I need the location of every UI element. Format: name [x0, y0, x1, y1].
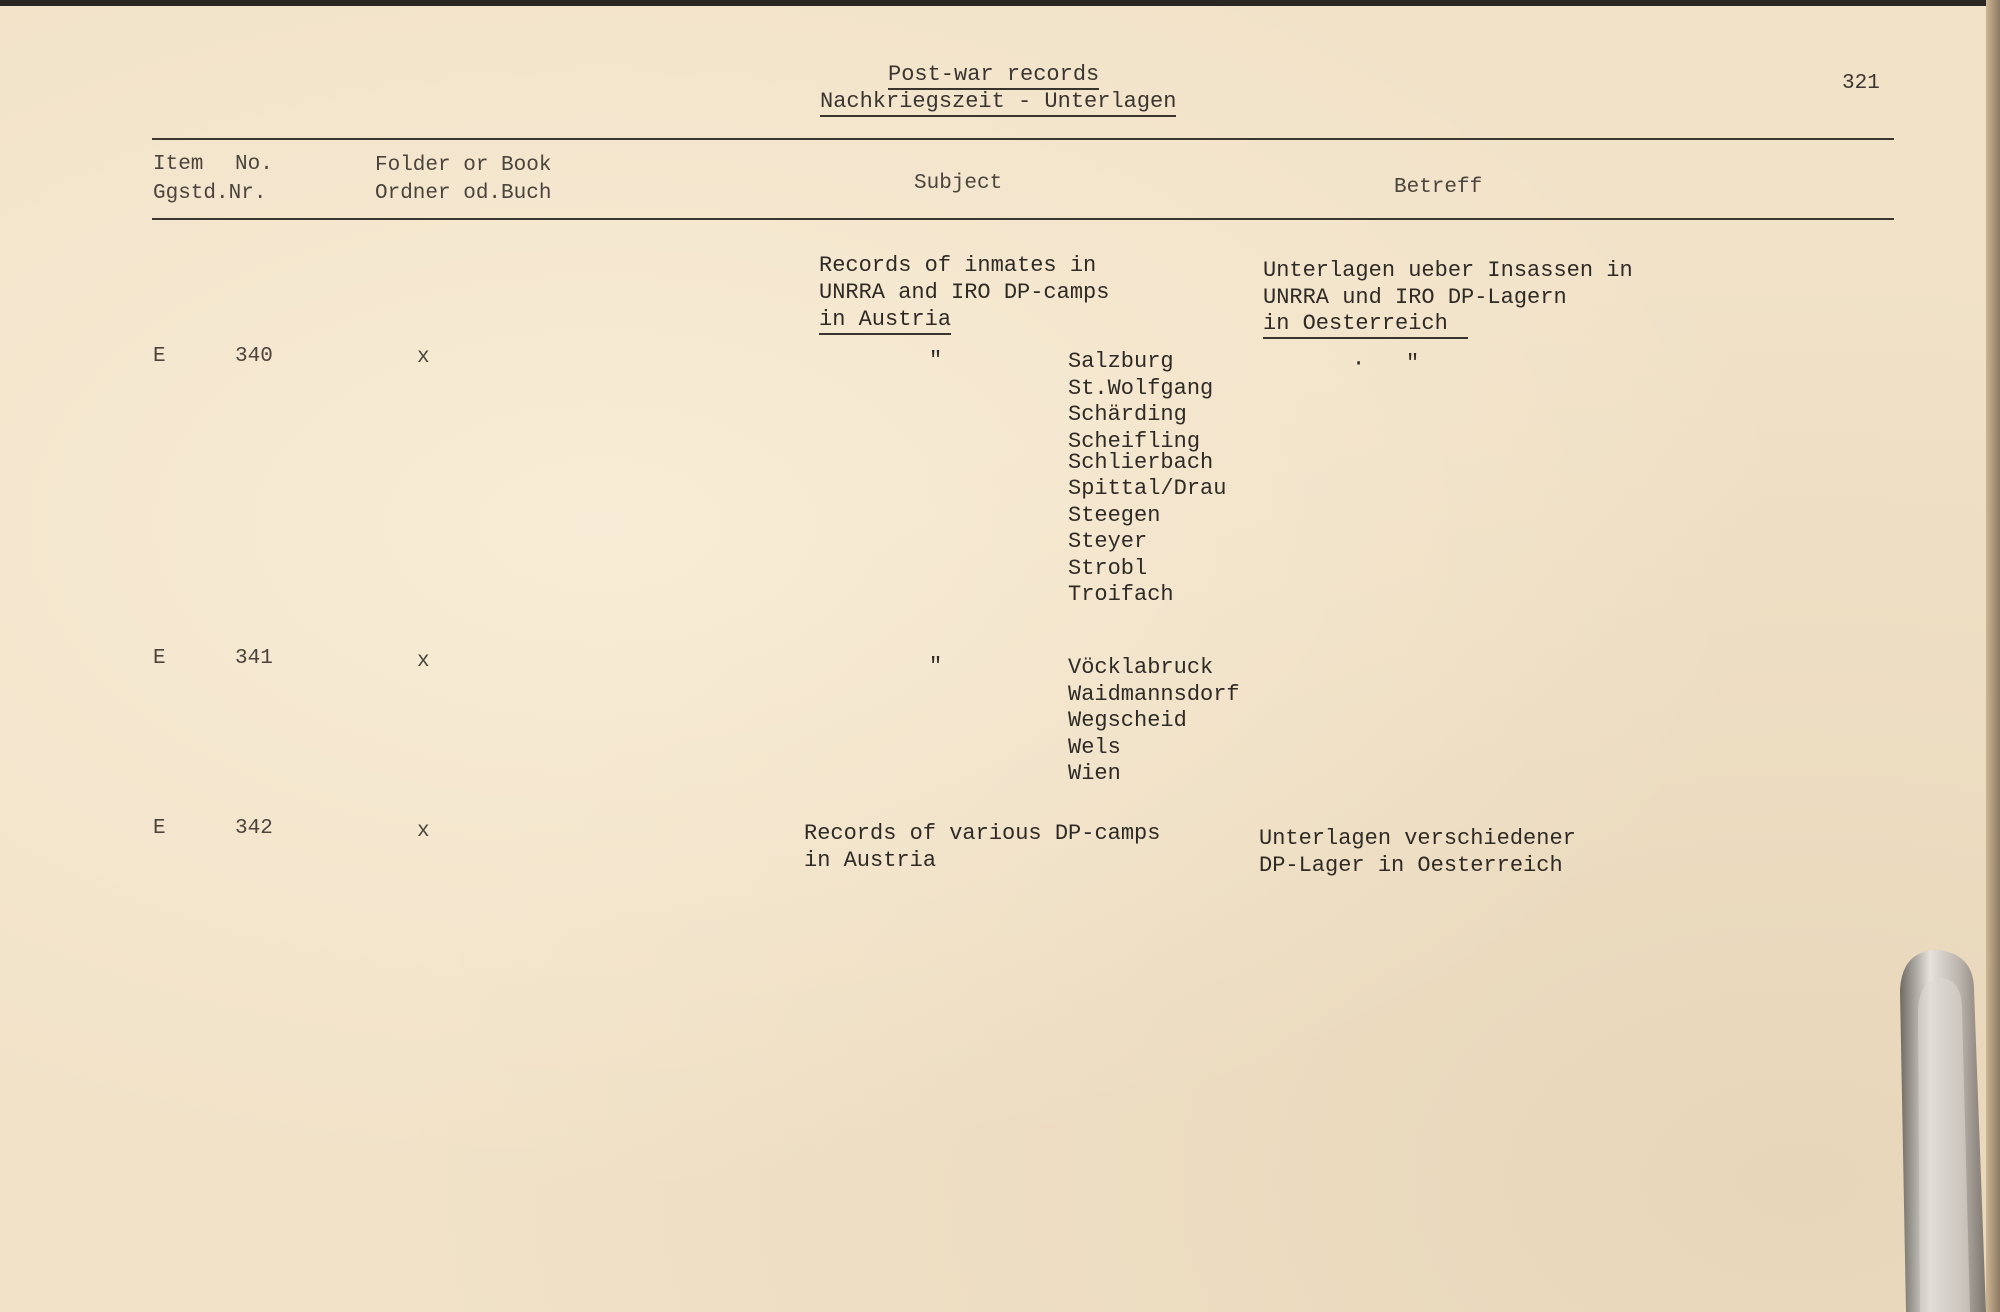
row-342-subject-line-1: Records of various DP-camps [804, 821, 1161, 846]
list-item: Schlierbach [1068, 449, 1214, 475]
col-item-de: Ggstd.Nr. [153, 182, 267, 205]
title-de-text: Nachkriegszeit - Unterlagen [820, 89, 1176, 117]
section-betreff-line-3 [1263, 310, 1468, 337]
section-betreff-line-3-text: in Oesterreich [1263, 311, 1468, 339]
list-item: St.Wolfgang [1068, 375, 1214, 401]
row-340-betreff-ditto: " [1406, 351, 1420, 376]
title-en-text: Post-war records [888, 62, 1099, 90]
list-item: Waidmannsdorf [1068, 681, 1240, 707]
header-rule-top [152, 138, 1894, 140]
row-341-folder: x [417, 650, 430, 673]
section-betreff-line-1: Unterlagen ueber Insassen in [1263, 258, 1633, 283]
col-subject: Subject [914, 172, 1003, 195]
row-341-item: E [153, 647, 166, 670]
list-item: Spittal/Drau [1068, 476, 1227, 501]
section-subject-line-1: Records of inmates in [819, 253, 1097, 278]
row-342-betreff-line-2: DP-Lager in Oesterreich [1259, 853, 1563, 878]
list-item: Schärding [1068, 402, 1187, 427]
row-342-subject-line-2: in Austria [804, 848, 937, 873]
row-341-places [1068, 655, 1240, 788]
page-top-edge [0, 0, 2000, 6]
section-betreff-line-2: UNRRA und IRO DP-Lagern [1263, 285, 1567, 310]
title-de [820, 88, 1176, 115]
row-342-no: 342 [235, 817, 273, 840]
list-item: Scheifling [1068, 428, 1201, 454]
list-item: Salzburg [1068, 349, 1174, 374]
section-subject-line-3-text: in Austria [819, 307, 951, 335]
page-right-edge [1986, 0, 2000, 1312]
row-342-betreff-line-1: Unterlagen verschiedener [1259, 826, 1576, 851]
section-subject-line-2: UNRRA and IRO DP-camps [819, 280, 1110, 305]
row-341-subject-ditto: " [929, 654, 943, 679]
row-340-item: E [153, 345, 166, 368]
row-340-subject-ditto: " [929, 348, 943, 373]
row-341-no: 341 [235, 647, 273, 670]
title-en [888, 61, 1099, 88]
row-340-no: 340 [235, 345, 273, 368]
row-340-betreff-dot: · [1352, 351, 1366, 376]
row-340-folder: x [417, 346, 430, 369]
row-342-folder: x [417, 820, 430, 843]
binder-clip-image [1898, 950, 1986, 1312]
list-item: Vöcklabruck [1068, 655, 1214, 680]
header-rule-bottom [152, 218, 1894, 220]
list-item: Wegscheid [1068, 708, 1187, 733]
row-340-places [1068, 349, 1226, 609]
col-betreff: Betreff [1394, 176, 1483, 199]
list-item: Steyer [1068, 529, 1148, 554]
list-item: Wien [1068, 761, 1121, 786]
list-item: Troifach [1068, 582, 1174, 607]
row-342-item: E [153, 817, 166, 840]
list-item: Steegen [1068, 502, 1161, 528]
list-item: Wels [1068, 734, 1121, 760]
page-number: 321 [1842, 72, 1880, 95]
col-folder-en: Folder or Book [375, 154, 552, 177]
col-no: No. [235, 153, 273, 176]
col-item: Item [153, 153, 204, 176]
list-item: Strobl [1068, 555, 1148, 581]
col-folder-de: Ordner od.Buch [375, 182, 552, 205]
section-subject-line-3 [819, 306, 951, 333]
